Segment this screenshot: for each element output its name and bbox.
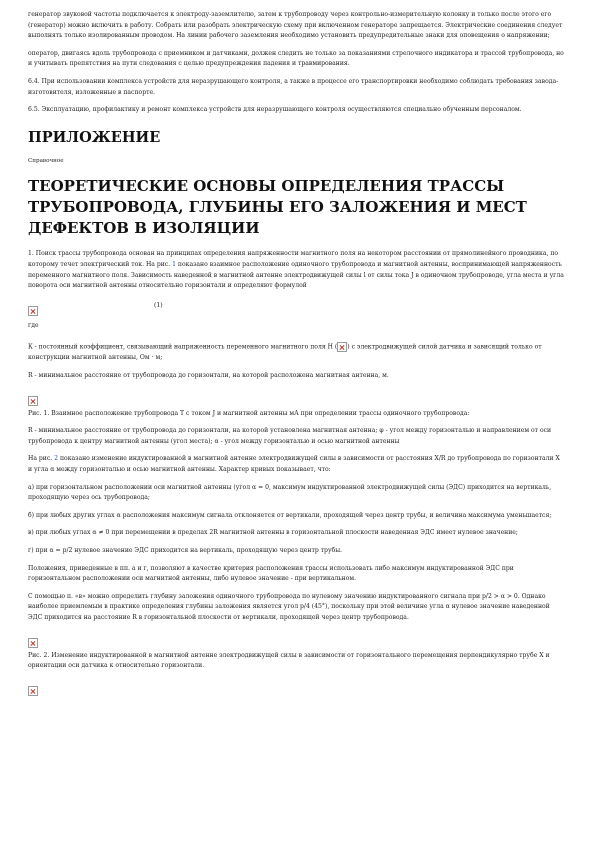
figure-2-caption: Рис. 2. Изменение индуктированной в магнитной антенне электродвижущей силы в зависимости от горизонтального перемещения перпендикулярно трубе X и ориентации оси датчика к относительно горизонтали.: [28, 651, 550, 670]
figure-3-image: [28, 681, 564, 693]
k-definition-text-a: К - постоянный коэффициент, связывающий напряженность переменного магнитного поля Н (: [28, 343, 338, 351]
inline-image-placeholder-icon: [337, 342, 347, 352]
formula-1: [28, 301, 564, 313]
paragraph-1-text-b: показано взаимное расположение одиночного трубопровода и магнитной антенны, воспринимающей напряженность переменного магнитного поля. Зависимость наведенной в магнитной антенне электродвижущей силы l от силы тока J в одиночном трубопроводе, угла места и угла поворота оси магнитной антенны относительно горизонтали и определяют формулой: [28, 260, 564, 290]
formula-number: (1): [154, 301, 163, 309]
paragraph-conclusion: Положения, приведенные в пп. а и г, позволяют в качестве критерия расположения трассы использовать либо максимум индуктированной ЭДС при горизонтальном расположении оси магнитной антенны, либо нулевое значение - при вертикальном.: [28, 564, 514, 583]
paragraph-operator: оператор, двигаясь вдоль трубопровода с приемником и датчиками, должен следить не только за показаниями стрелочного индикатора и трассой трубопровода, но и учитывать препятствия на пути следования с целью предупреждения падения и травмирования.: [28, 49, 564, 68]
paragraph-grounding: генератор звуковой частоты подключается к электроду-заземлителю, затем к трубопроводу через контрольно-измерительную колонку и только после этого его (генератор) можно включить в работу. Собрать или разобрать электрическую схему при включенном генераторе запрещается. Электрические соединения следует выполнять только изолированным проводом. На линии рабочего заземления необходимо установить предупредительные знаки для оповещения о напряжении;: [28, 11, 563, 40]
figure-1-image-placeholder-icon: [28, 396, 38, 406]
paragraph-2-text-b: показано изменение индуктированной в магнитной антенне электродвижущей силы в зависимости от расстояния X/R до трубопровода по горизонтали X и угла α между горизонталью и осью магнитной антенны. Характер кривых показывает, что:: [28, 455, 560, 473]
figure-2-link[interactable]: 2: [54, 455, 59, 463]
paragraph-6-4: 6.4. При использовании комплекса устройств для неразрушающего контроля, а также в процессе его транспортировки необходимо соблюдать требования завода-изготовителя, изложенные в паспорте.: [28, 77, 559, 96]
figure-1-link[interactable]: 1: [172, 260, 176, 268]
where-label: где: [28, 321, 39, 329]
figure-2-image-placeholder-icon: [28, 638, 38, 648]
paragraph-6-5: 6.5. Эксплуатацию, профилактику и ремонт комплекса устройств для неразрушающего контроля осуществляются специально обученным персоналом.: [28, 106, 522, 114]
figure-3-image-placeholder-icon: [28, 686, 38, 696]
figure-1-image: [28, 391, 564, 403]
figure-1-caption: Рис. 1. Взаимное расположение трубопровода Т с током J и магнитной антенны мА при определении трассы одиночного трубопровода:: [28, 409, 470, 417]
list-item-c: в) при любых углах α ≠ 0 при перемещении в пределах 2R магнитной антенны в горизонтальной плоскости наведенная ЭДС имеет нулевое значение;: [28, 529, 518, 537]
list-item-b: б) при любых других углах α расположения максимум сигнала отклоняется от вертикали, проходящей через центр трубы, и величина максимума уменьшается;: [28, 511, 552, 519]
paragraph-r-definition: R - минимальное расстояние от трубопровода до горизонтали, на которой расположена магнитная антенна, м.: [28, 372, 389, 379]
paragraph-1-text-a: 1. Поиск трассы трубопровода основан на принципах определения напряженности магнитного поля на некотором расстоянии от прямолинейного проводника, по которому течет электрический ток. На рис.: [28, 250, 559, 268]
document-page: [28, 10, 564, 693]
main-title: ТЕОРЕТИЧЕСКИЕ ОСНОВЫ ОПРЕДЕЛЕНИЯ ТРАССЫ ТРУБОПРОВОДА, ГЛУБИНЫ ЕГО ЗАЛОЖЕНИЯ И МЕСТ ДЕФЕКТОВ В ИЗОЛЯЦИИ: [28, 177, 527, 238]
paragraph-k-definition: [28, 342, 564, 364]
paragraph-2-text-a: На рис.: [28, 455, 55, 463]
appendix-subtitle: Справочное: [28, 157, 64, 164]
appendix-title: ПРИЛОЖЕНИЕ: [28, 128, 161, 146]
figure-2-image: [28, 633, 564, 645]
paragraph-2: [28, 454, 564, 475]
list-item-d: г) при α = p/2 нулевое значение ЭДС приходится на вертикаль, проходящую через центр трубы.: [28, 546, 342, 554]
paragraph-1: [28, 249, 564, 291]
k-definition-text-b: ) с электродвижущей силой датчика и зависящий только от конструкции магнитной антенны, Ом · м;: [28, 343, 542, 362]
figure-1-legend: R - минимальное расстояние от трубопровода до горизонтали, на которой установлена магнитная антенна; φ - угол между горизонталью и направлением от оси трубопровода к центру магнитной антенны (угол места); α - угол между горизонталью и осью магнитной антенны: [28, 427, 552, 445]
list-item-a: а) при горизонтальном расположении оси магнитной антенны (угол α = 0, максимум индуктированной электродвижущей силы (ЭДС) приходится на вертикаль, проходящую через ось трубопровода;: [28, 483, 552, 502]
paragraph-depth: С помощью п. «в» можно определить глубину заложения одиночного трубопровода по нулевому значению индуктированного сигнала при p/2 > α > 0. Однако наиболее приемлемым в практике определения глубины заложения является угол p/4 (45°), поскольку при этой величине угла α нулевое значение наведенной ЭДС приходится на расстояние R в горизонтальной плоскости от вертикали, проходящей через центр трубопровода.: [28, 592, 550, 621]
formula-image-placeholder-icon: [28, 306, 38, 316]
